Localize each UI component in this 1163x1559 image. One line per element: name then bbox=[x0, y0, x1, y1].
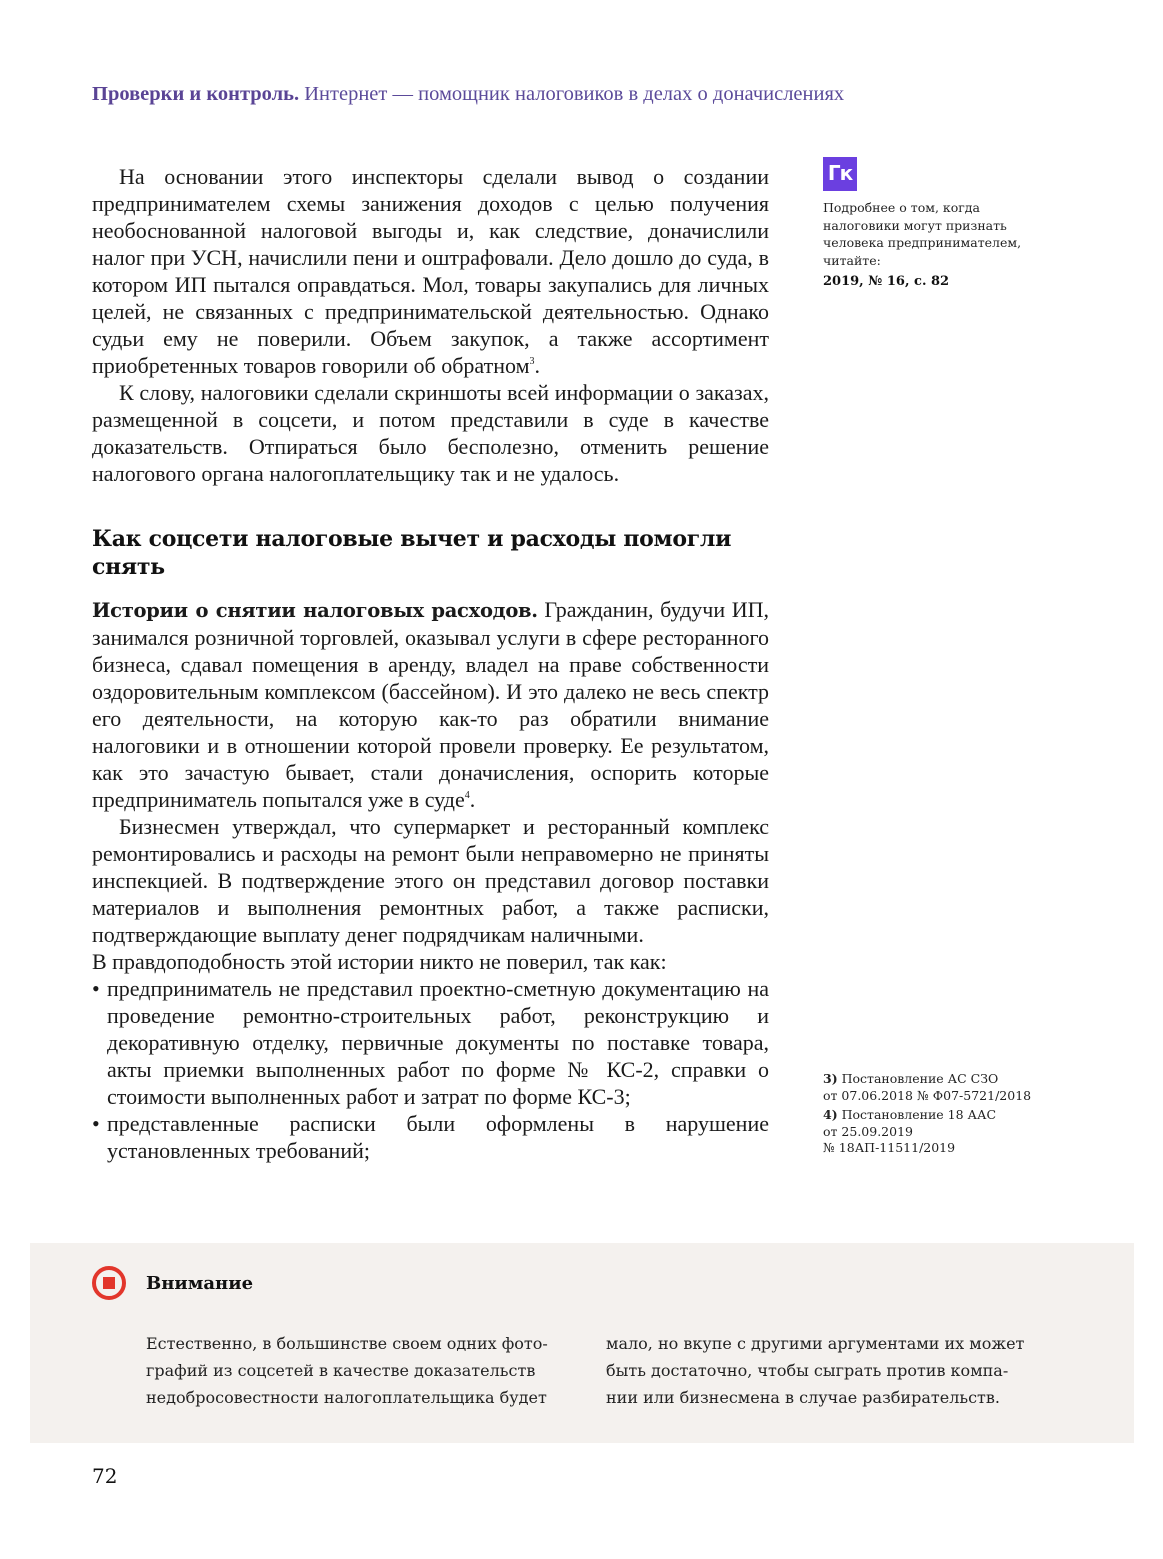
sidebar-note-line: Подробнее о том, когда bbox=[823, 200, 980, 215]
paragraph: К слову, налоговики сделали скриншоты всей информации о заказах, размещенной в соцсети, и потом представили в суде в качестве доказательств. Отпираться было бесполезно, отменить решение налогового органа налогоплательщику так и не удалось. bbox=[92, 380, 769, 486]
list-item: • представленные расписки были оформлены в нарушение установленных требований; bbox=[92, 1111, 769, 1163]
article-body bbox=[92, 163, 769, 1164]
bullet-icon: • bbox=[92, 1111, 100, 1136]
footnote-ref-4[interactable]: 4 bbox=[464, 790, 470, 801]
attention-text-left: Естественно, в большинстве своем одних фото- графий из соцсетей в качестве доказательств недобросовестности налогоплательщика будет bbox=[146, 1334, 548, 1407]
section-heading: Как соцсети налоговые вычет и расходы помогли снять bbox=[92, 526, 732, 580]
paragraph: В правдоподобность этой истории никто не поверил, так как: bbox=[92, 949, 667, 974]
footnote-number: 4) bbox=[823, 1107, 838, 1122]
sidebar-note-line: налоговики могут признать bbox=[823, 217, 1007, 233]
sidebar-note-line: читайте: bbox=[823, 252, 881, 268]
footnote-4: 4) Постановление 18 ААС от 25.09.2019 № 18АП-11511/2019 bbox=[823, 1107, 997, 1155]
sidebar-reference-link[interactable]: 2019, № 16, с. 82 bbox=[823, 274, 950, 289]
running-head bbox=[92, 83, 844, 106]
list-item: • предприниматель не представил проектно-сметную документацию на проведение ремонтно-строительных работ, реконструкцию и декоративную отделку, первичные документы по поставке товара, акты приемки выполненных работ по форме № КС-2, справки о стоимости выполненных работ и затрат по форме КС-3; bbox=[92, 976, 769, 1109]
paragraph-lead: Истории о снятии налоговых расходов. bbox=[92, 599, 538, 622]
footnote-ref-3[interactable]: 3 bbox=[529, 356, 535, 367]
running-head-title: Интернет — помощник налоговиков в делах о доначислениях bbox=[304, 83, 845, 105]
sidebar-note bbox=[823, 157, 1063, 291]
running-head-section: Проверки и контроль. bbox=[92, 83, 300, 105]
bullet-list bbox=[92, 975, 769, 1164]
attention-title: Внимание bbox=[146, 1273, 254, 1294]
scalloped-edge bbox=[30, 1239, 1134, 1245]
footnote-3: 3) Постановление АС СЗО от 07.06.2018 № Ф07-5721/2018 bbox=[823, 1071, 1032, 1103]
footnote-number: 3) bbox=[823, 1071, 838, 1086]
bullet-icon: • bbox=[92, 976, 100, 1001]
sidebar-note-line: человека предпринимателем, bbox=[823, 235, 1022, 250]
attention-text-right: мало, но вкупе с другими аргументами их может быть достаточно, чтобы сыграть против компа- нии или бизнесмена в случае разбирательств. bbox=[606, 1334, 1025, 1407]
page-number: 72 bbox=[92, 1464, 118, 1488]
paragraph: На основании этого инспекторы сделали вывод о создании предпринимателем схемы занижения доходов с целью получения необоснованной налоговой выгоды и, как следствие, доначислили налог при УСН, начислили пени и оштрафовали. Дело дошло до суда, в котором ИП пытался оправдаться. Мол, товары закупались для личных целей, не связанных с предпринимательской деятельностью. Однако судьи ему не поверили. Объем закупок, а также ассортимент приобретенных товаров говорили об обратном$^3$. bbox=[92, 164, 769, 378]
gk-logo-icon: Гк bbox=[823, 157, 857, 191]
stop-warning-icon bbox=[92, 1266, 126, 1300]
attention-box bbox=[30, 1243, 1134, 1443]
paragraph: Истории о снятии налоговых расходов. Гражданин, будучи ИП, занимался розничной торговлей, оказывал услуги в сфере ресторанного бизнеса, сдавал помещения в аренду, владел на праве собственности оздоровительным комплексом (бассейном). И это далеко не весь спектр его деятельности, на которую как-то раз обратили внимание налоговики и в отношении которой провели проверку. Ее результатом, как это зачастую бывает, стали доначисления, оспорить которые предприниматель попытался уже в суде$^4$. bbox=[92, 597, 769, 812]
paragraph: Бизнесмен утверждал, что супермаркет и ресторанный комплекс ремонтировались и расходы на ремонт были неправомерно не приняты инспекцией. В подтверждение этого он представил договор поставки материалов и выполнения ремонтных работ, а также расписки, подтверждающие выплату денег подрядчикам наличными. bbox=[92, 814, 769, 947]
footnotes bbox=[823, 1071, 1063, 1160]
